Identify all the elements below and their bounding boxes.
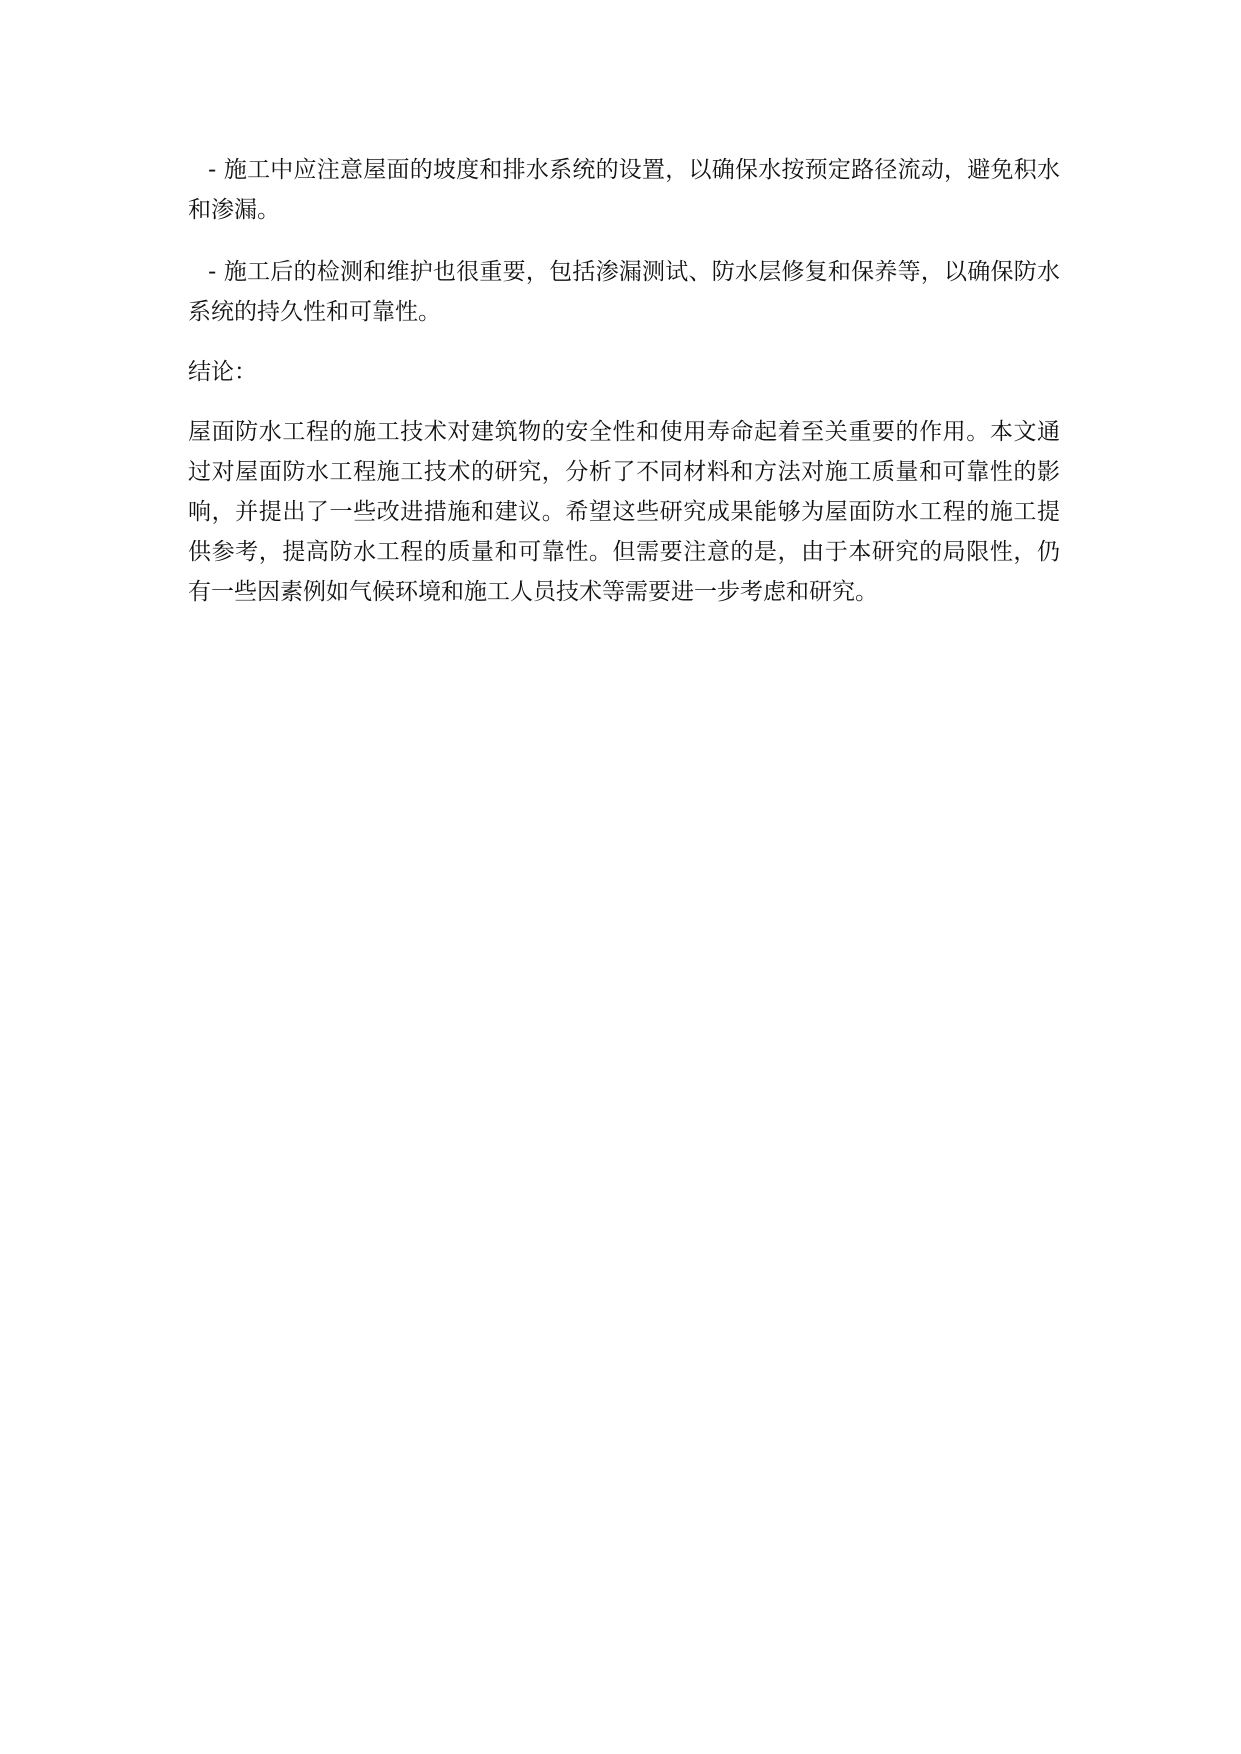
document-body	[188, 150, 1060, 612]
bullet-paragraph-drainage	[188, 150, 1060, 230]
bullet-paragraph-maintenance	[188, 252, 1060, 332]
conclusion-paragraph: 屋面防水工程的施工技术对建筑物的安全性和使用寿命起着至关重要的作用。本文通过对屋面防水工程施工技术的研究，分析了不同材料和方法对施工质量和可靠性的影响，并提出了一些改进措施和建议。希望这些研究成果能够为屋面防水工程的施工提供参考，提高防水工程的质量和可靠性。但需要注意的是，由于本研究的局限性，仍有一些因素例如气候环境和施工人员技术等需要进一步考虑和研究。	[188, 419, 1060, 605]
conclusion-heading: 结论：	[188, 359, 257, 385]
paragraph-text: - 施工后的检测和维护也很重要，包括渗漏测试、防水层修复和保养等，以确保防水系统的持久性和可靠性。	[188, 259, 1060, 325]
paragraph-text: - 施工中应注意屋面的坡度和排水系统的设置，以确保水按预定路径流动，避免积水和渗漏。	[188, 157, 1060, 223]
